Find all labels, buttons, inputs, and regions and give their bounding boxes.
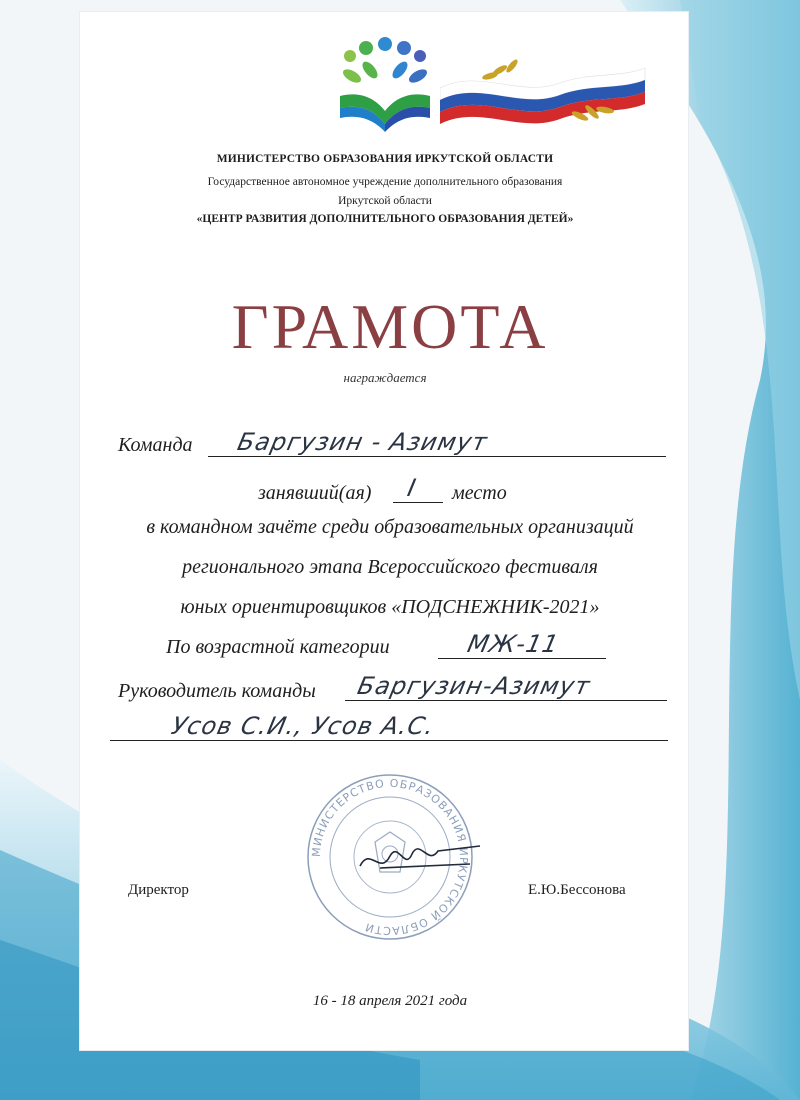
russian-flag-ribbon-icon: [440, 58, 650, 128]
description-line-1: в командном зачёте среди образовательных организаций: [146, 516, 634, 538]
institution-name: Государственное автономное учреждение дополнительного образования: [207, 176, 563, 188]
director-label: Директор: [128, 882, 189, 898]
place-prefix: занявший(ая): [258, 482, 372, 504]
center-name: «ЦЕНТР РАЗВИТИЯ ДОПОЛНИТЕЛЬНОГО ОБРАЗОВАНИЯ ДЕТЕЙ»: [196, 213, 574, 225]
place-underline: [393, 502, 443, 503]
description-line-3: юных ориентировщиков «ПОДСНЕЖНИК-2021»: [180, 596, 600, 618]
age-category-underline: [438, 658, 606, 659]
age-category-label: По возрастной категории: [166, 636, 390, 658]
director-name: Е.Ю.Бессонова: [528, 882, 626, 898]
certificate-subtitle: награждается: [343, 370, 427, 385]
leader-label: Руководитель команды: [118, 680, 316, 702]
leaf-book-logo-icon: [330, 36, 440, 136]
team-underline: [208, 456, 666, 457]
director-signature-icon: [350, 826, 490, 886]
leader-value: Баргузин-Азимут: [355, 672, 593, 700]
description-line-2: регионального этапа Всероссийского фестиваля: [182, 556, 598, 578]
leaders-value: Усов С.И., Усов А.С.: [169, 712, 438, 740]
leader-underline: [345, 700, 667, 701]
leaders-underline: [110, 740, 668, 741]
seal-text: МИНИСТЕРСТВО ОБРАЗОВАНИЯ ИРКУТСКОЙ ОБЛАСТИ: [309, 776, 471, 938]
certificate-title: ГРАМОТА: [231, 291, 549, 362]
ministry-name: МИНИСТЕРСТВО ОБРАЗОВАНИЯ ИРКУТСКОЙ ОБЛАСТИ: [216, 153, 554, 165]
team-value: Баргузин - Азимут: [235, 428, 491, 456]
team-label: Команда: [118, 434, 193, 456]
event-date: 16 - 18 апреля 2021 года: [312, 993, 468, 1009]
age-category-value: МЖ-11: [465, 630, 562, 658]
place-value: I: [405, 474, 420, 502]
region-name: Иркутской области: [338, 195, 432, 207]
place-suffix: место: [452, 482, 507, 504]
